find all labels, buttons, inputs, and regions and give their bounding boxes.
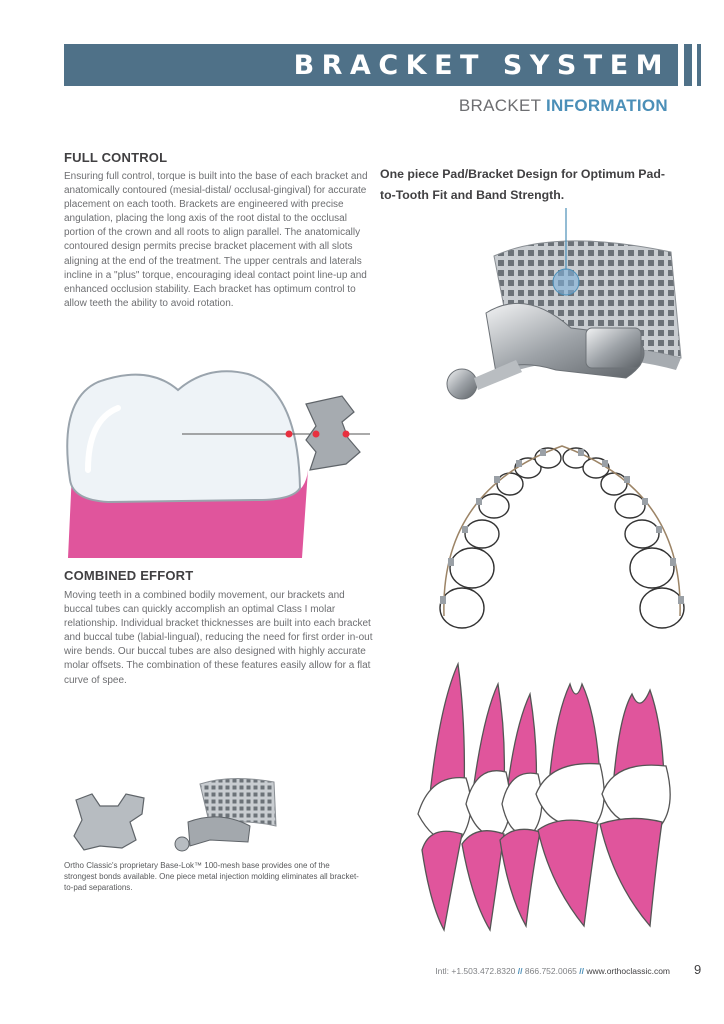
combined-effort-heading: COMBINED EFFORT: [64, 568, 194, 583]
footer-website-link[interactable]: www.orthoclassic.com: [586, 966, 670, 976]
design-callout: One piece Pad/Bracket Design for Optimum Pad-to-Tooth Fit and Band Strength.: [380, 167, 665, 202]
subtitle-accent: INFORMATION: [546, 96, 668, 115]
combined-effort-body: Moving teeth in a combined bodily movement, our brackets and buccal tubes can quickly accomplish an optimal Class I molar relationship. Individual bracket thicknesses are built into each bracket and buccal tube (labial-lingual), reducing the need for first order in-out wire bends. Our buccal tubes are also designed with highly accurate molar offsets. The combination of these features easily allow for a flat curve of spee.: [64, 590, 373, 686]
footer-separator: //: [579, 966, 585, 976]
header-stripe-thin: [697, 44, 701, 86]
section-subtitle: [459, 96, 668, 116]
footer-contact: [435, 966, 670, 976]
page-title: BRACKET SYSTEM: [293, 50, 670, 81]
footer-separator: //: [517, 966, 523, 976]
header-bar: [64, 44, 678, 86]
subtitle-plain: BRACKET: [458, 96, 541, 115]
base-lok-caption: Ortho Classic's proprietary Base-Lok™ 100-mesh base provides one of the strongest bonds available. One piece metal injection molding eliminates all bracket-to-pad separations.: [64, 861, 359, 892]
page-number: 9: [694, 962, 702, 977]
full-control-heading: FULL CONTROL: [64, 150, 168, 165]
footer-phone: 866.752.0065: [524, 966, 577, 976]
dental-arch-illustration: [432, 440, 694, 650]
mesh-bracket-illustration: [436, 208, 696, 408]
teeth-side-view-illustration: [400, 664, 700, 930]
brackets-pair-illustration: [70, 770, 280, 860]
header-stripe: [684, 44, 692, 86]
footer-intl-phone: Intl: +1.503.472.8320: [435, 966, 516, 976]
tooth-bracket-illustration: [58, 360, 378, 570]
full-control-body: Ensuring full control, torque is built into the base of each bracket and anatomically contoured (mesial-distal/ occlusal-gingival) for accurate placement on each tooth. Brackets are engineered with precise angulation, placing the long axis of the root distal to the occlusal portion of the crown and all roots to align parallel. The anatomically contoured design permits precise bracket placement with all slots aligning at the end of the treatment. The upper centrals and laterals incline in a "plus" torque, encouraging ideal contact point line-up and enhanced occlusion stability. Each bracket has optimum control to allow teeth the ability to avoid rotation.: [64, 171, 368, 309]
